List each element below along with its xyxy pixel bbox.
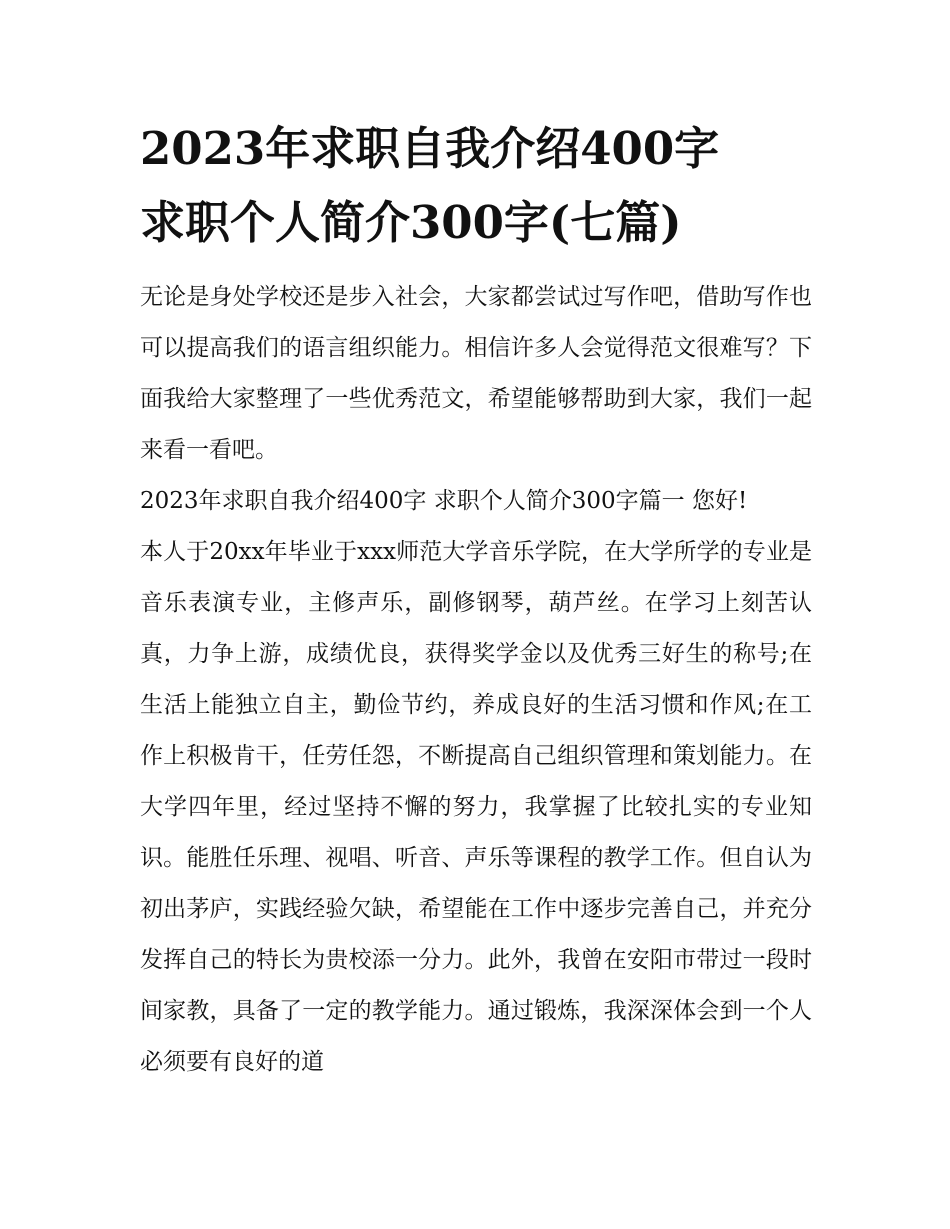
title-line-1: 2023年求职自我介绍400字 — [140, 122, 720, 175]
section-heading: 2023年求职自我介绍400字 求职个人简介300字篇一 您好! — [140, 488, 748, 514]
document-title — [140, 112, 812, 260]
title-line-2: 求职个人简介300字(七篇) — [140, 196, 682, 249]
document-page — [140, 112, 812, 1088]
intro-paragraph: 无论是身处学校还是步入社会，大家都尝试过写作吧，借助写作也可以提高我们的语言组织能力。相信许多人会觉得范文很难写？下面我给大家整理了一些优秀范文，希望能够帮助到大家，我们一起来看一看吧。 — [140, 284, 812, 463]
section-body-paragraph: 本人于20xx年毕业于xxx师范大学音乐学院，在大学所学的专业是音乐表演专业，主修声乐，副修钢琴，葫芦丝。在学习上刻苦认真，力争上游，成绩优良，获得奖学金以及优秀三好生的称号;在生活上能独立自主，勤俭节约，养成良好的生活习惯和作风;在工作上积极肯干，任劳任怨，不断提高自己组织管理和策划能力。在大学四年里，经过坚持不懈的努力，我掌握了比较扎实的专业知识。能胜任乐理、视唱、听音、声乐等课程的教学工作。但自认为初出茅庐，实践经验欠缺，希望能在工作中逐步完善自己，并充分发挥自己的特长为贵校添一分力。此外，我曾在安阳市带过一段时间家教，具备了一定的教学能力。通过锻炼，我深深体会到一个人必须要有良好的道 — [140, 539, 812, 1075]
